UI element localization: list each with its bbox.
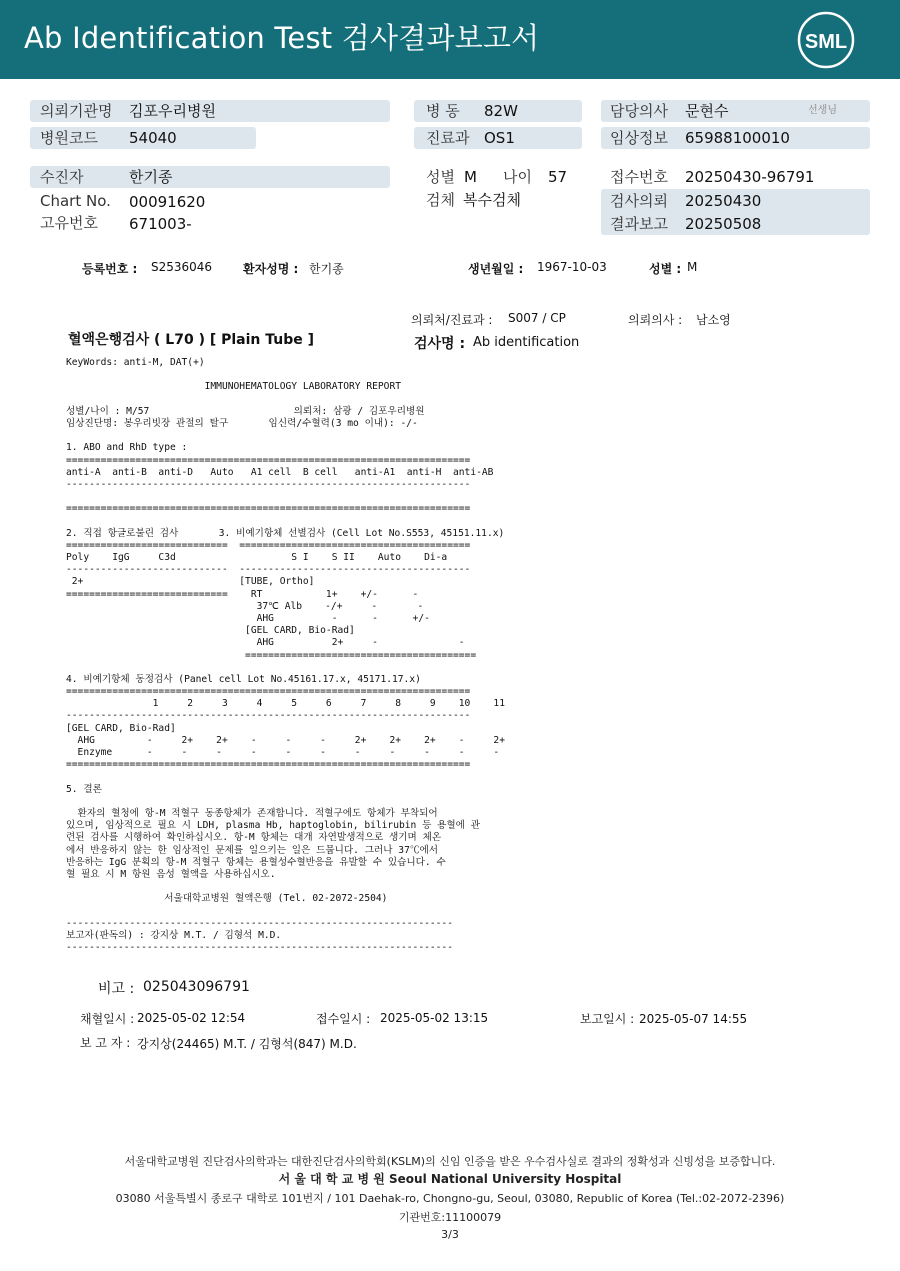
institution-value: 김포우리병원 — [129, 102, 216, 120]
unique-label: 고유번호 — [40, 214, 98, 232]
dob-value: 1967-10-03 — [537, 260, 607, 274]
report-line — [66, 905, 586, 917]
received-value: 2025-05-02 13:15 — [380, 1011, 489, 1025]
doctor-value: 문현수 — [685, 102, 729, 120]
hospital-name: 서 울 대 학 교 병 원 Seoul National University Hospital — [278, 1172, 622, 1186]
report-line: AHG - 2+ 2+ - - - 2+ 2+ 2+ - 2+ — [66, 734, 505, 746]
hospital-code-value: 54040 — [129, 129, 177, 147]
sex-value: M — [464, 168, 477, 186]
report-line: ------------------------------------------------------------------- — [66, 942, 453, 953]
report-line — [66, 796, 586, 808]
age-label: 나이 — [503, 168, 532, 186]
page-title: Ab Identification Test 검사결과보고서 — [24, 21, 540, 55]
report-line: ---------------------------------------------------------------------- — [66, 710, 471, 722]
report-line: 임상진단명: 봉우리빗장 관절의 탈구 임신력/수혈력(3 mo 이내): -/- — [66, 417, 418, 429]
sex-label: 성별 — [426, 168, 455, 186]
report-line: [GEL CARD, Bio-Rad] — [66, 722, 176, 734]
report-value: 20250508 — [685, 215, 762, 233]
reported-label: 보고일시 : — [580, 1012, 635, 1026]
clinical-value: 65988100010 — [685, 129, 790, 147]
doctor-label: 담당의사 — [610, 102, 668, 120]
org-number: 기관번호:11100079 — [398, 1211, 502, 1224]
report-line: 1. ABO and RhD type : — [66, 442, 188, 454]
report-line: 2. 직접 항글로불린 검사 3. 비예기항체 선별검사 (Cell Lot No.S553, 45151.11.x) — [66, 527, 505, 539]
ward-value: 82W — [484, 102, 518, 120]
report-line: [GEL CARD, Bio-Rad] — [66, 625, 355, 637]
reported-value: 2025-05-07 14:55 — [639, 1012, 748, 1026]
label-box — [30, 166, 390, 188]
report-line: 37℃ Alb -/+ - - — [66, 600, 424, 612]
requester-value: S007 / CP — [508, 311, 566, 325]
report-line: 보고자(판독의) : 강지상 M.T. / 김형석 M.D. — [66, 929, 282, 941]
received-label: 접수일시 : — [316, 1012, 371, 1026]
address-text: 03080 서울특별시 종로구 대학로 101번지 / 101 Daehak-ro, Chongno-gu, Seoul, 03080, Republic of Korea (Tel.:02-2072-2396) — [115, 1192, 785, 1205]
report-line: 5. 결론 — [66, 783, 102, 795]
report-line — [66, 369, 586, 381]
chart-value: 00091620 — [129, 193, 206, 211]
reporter-label: 보 고 자 : — [80, 1036, 131, 1050]
collected-label: 채혈일시 : — [80, 1012, 135, 1026]
report-line: 성별/나이 : M/57 의뢰처: 삼광 / 김포우리병원 — [66, 405, 425, 417]
institution-label: 의뢰기관명 — [40, 102, 113, 120]
report-sex-value: M — [687, 260, 698, 274]
receipt-value: 20250430-96791 — [685, 168, 815, 186]
report-line: 혈 필요 시 M 항원 음성 혈액을 사용하십시오. — [66, 868, 276, 880]
dob-label: 생년월일 : — [468, 262, 524, 276]
request-label: 검사의뢰 — [610, 192, 668, 210]
patient-name-label: 환자성명 : — [243, 262, 299, 276]
report-line — [66, 491, 586, 503]
test-group: 혈액은행검사 ( L70 ) [ Plain Tube ] — [68, 332, 315, 348]
report-line: ====================================================================== — [66, 759, 471, 771]
doctor-suffix: 선생님 — [808, 105, 837, 116]
remark-value: 025043096791 — [143, 979, 250, 995]
report-line: 반응하는 IgG 분획의 항-M 적혈구 항체는 용혈성수혈반응을 유발할 수 있습니다. 수 — [66, 856, 446, 868]
test-name-label: 검사명 : — [414, 336, 466, 352]
report-line: ====================================================================== — [66, 454, 471, 466]
report-line — [66, 662, 586, 674]
report-line: ============================ RT 1+ +/- - — [66, 588, 419, 600]
report-line — [66, 394, 586, 406]
report-line: ====================================================================== — [66, 686, 471, 698]
report-line: ------------------------------------------------------------------- — [66, 917, 453, 929]
report-line: 2+ [TUBE, Ortho] — [66, 576, 315, 588]
collected-value: 2025-05-02 12:54 — [137, 1011, 246, 1025]
header-bar — [0, 0, 900, 79]
department-value: OS1 — [484, 129, 515, 147]
reporter-value: 강지상(24465) M.T. / 김형석(847) M.D. — [137, 1037, 357, 1051]
req-doctor-value: 남소영 — [696, 313, 731, 327]
report-line: ====================================================================== — [66, 503, 471, 515]
sml-logo — [796, 10, 856, 70]
report-sex-label: 성별 : — [649, 262, 682, 276]
report-line: ======================================== — [66, 649, 477, 661]
report-line — [66, 515, 586, 527]
report-line: AHG - - +/- — [66, 612, 430, 624]
chart-label: Chart No. — [40, 192, 111, 210]
patient-name-value: 한기종 — [309, 262, 344, 276]
report-line: KeyWords: anti-M, DAT(+) — [66, 357, 205, 368]
unique-value: 671003- — [129, 215, 192, 233]
remark-label: 비고 : — [98, 981, 135, 997]
reg-value: S2536046 — [151, 260, 213, 274]
report-line: 환자의 혈청에 항-M 적혈구 동종항체가 존재합니다. 적혈구에도 항체가 부착되어 — [66, 807, 438, 819]
report-line — [66, 771, 586, 783]
department-label: 진료과 — [426, 129, 470, 147]
report-line — [66, 881, 586, 893]
certification-text: 서울대학교병원 진단검사의학과는 대한진단검사의학회(KSLM)의 신임 인증을 받은 우수검사실로 결과의 정확성과 신빙성을 보증합니다. — [124, 1155, 776, 1168]
reg-label: 등록번호 : — [82, 262, 138, 276]
report-line: anti-A anti-B anti-D Auto A1 cell B cell anti-A1 anti-H anti-AB — [66, 466, 494, 478]
report-line: Enzyme - - - - - - - - - - - — [66, 747, 500, 758]
page-number: 3/3 — [441, 1228, 459, 1241]
report-line: 에서 반응하지 않는 한 임상적인 문제를 일으키는 일은 드뭅니다. 그러나 37℃에서 — [66, 844, 438, 856]
report-line: 있으며, 임상적으로 필요 시 LDH, plasma Hb, haptoglobin, bilirubin 등 용혈에 관 — [66, 820, 480, 832]
report-line — [66, 430, 586, 442]
hospital-code-label: 병원코드 — [40, 129, 98, 147]
patient-label: 수진자 — [40, 168, 84, 186]
clinical-label: 임상정보 — [610, 129, 668, 147]
requester-label: 의뢰처/진료과 : — [411, 313, 493, 327]
report-line: Poly IgG C3d S I S II Auto Di-a — [66, 552, 448, 563]
svg-text:SML: SML — [804, 31, 848, 53]
report-line: 1 2 3 4 5 6 7 8 9 10 11 — [66, 698, 505, 710]
report-line: IMMUNOHEMATOLOGY LABORATORY REPORT — [66, 381, 402, 393]
test-name-value: Ab identification — [473, 335, 580, 350]
report-line: AHG 2+ - - — [66, 637, 465, 649]
receipt-label: 접수번호 — [610, 168, 668, 186]
report-line: 서울대학교병원 혈액은행 (Tel. 02-2072-2504) — [66, 893, 388, 905]
report-line: 4. 비예기항체 동정검사 (Panel cell Lot No.45161.17.x, 45171.17.x) — [66, 673, 421, 685]
specimen-label: 검체 — [426, 191, 455, 209]
request-value: 20250430 — [685, 192, 762, 210]
report-line: ---------------------------------------------------------------------- — [66, 478, 471, 490]
req-doctor-label: 의뢰의사 : — [628, 313, 683, 327]
report-line: ---------------------------- ---------------------------------------- — [66, 564, 471, 576]
lab-report-body — [66, 357, 586, 957]
report-label: 결과보고 — [610, 215, 668, 233]
specimen-value: 복수검체 — [463, 191, 521, 209]
patient-value: 한기종 — [129, 168, 173, 186]
report-line: 련된 검사를 시행하여 확인하십시오. 항-M 항체는 대개 자연발생적으로 생기며 체온 — [66, 832, 442, 844]
age-value: 57 — [548, 168, 568, 186]
ward-label: 병 동 — [426, 102, 460, 120]
report-line: ============================ ======================================== — [66, 539, 471, 551]
